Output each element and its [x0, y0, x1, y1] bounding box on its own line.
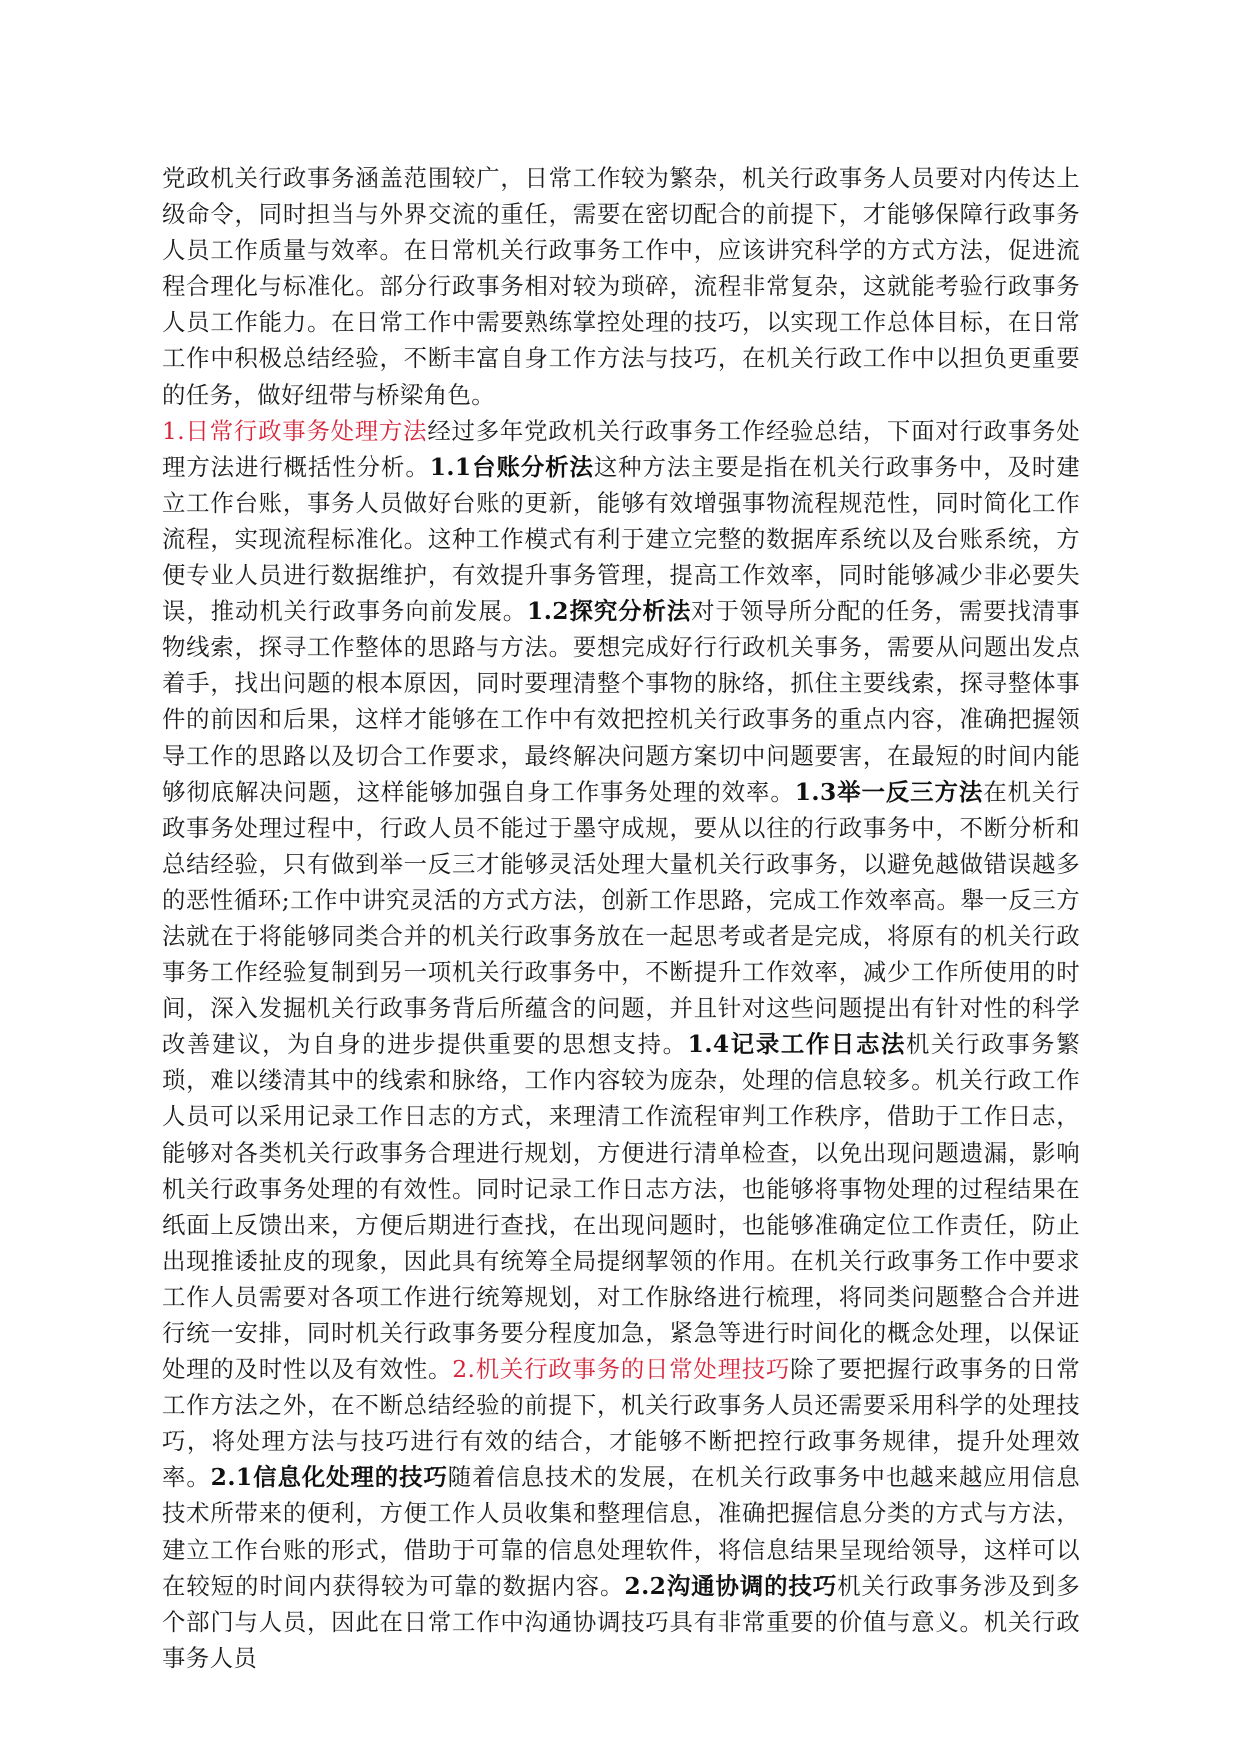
subsection-heading-1-2: 1.2探究分析法	[527, 597, 692, 626]
subsection-heading-1-3: 1.3举一反三方法	[794, 777, 984, 806]
section-text: 机关行政事务涉及到多个部门与人员，因此在日常工作中沟通协调技巧具有非常重要的价值与意义。机关行政事务人员	[162, 1571, 1080, 1672]
section-text: 对于领导所分配的任务，需要找清事物线索，探寻工作整体的思路与方法。要想完成好行行政机关事务，需要从问题出发点着手，找出问题的根本原因，同时要理清整个事物的脉络，抓住主要线索，探寻整体事件的前因和后果，这样才能够在工作中有效把控机关行政事务的重点内容，准确把握领导工作的思路以及切合工作要求，最终解决问题方案切中问题要害，在最短的时间内能够彻底解决问题，这样能够加强自身工作事务处理的效率。	[162, 597, 1080, 806]
subsection-heading-2-2: 2.2沟通协调的技巧	[624, 1571, 838, 1600]
intro-paragraph: 党政机关行政事务涵盖范围较广，日常工作较为繁杂，机关行政事务人员要对内传达上级命令，同时担当与外界交流的重任，需要在密切配合的前提下，才能够保障行政事务人员工作质量与效率。在日常机关行政事务工作中，应该讲究科学的方式方法，促进流程合理化与标准化。部分行政事务相对较为琐碎，流程非常复杂，这就能考验行政事务人员工作能力。在日常工作中需要熟练掌控处理的技巧，以实现工作总体目标，在日常工作中积极总结经验，不断丰富自身工作方法与技巧，在机关行政工作中以担负更重要的任务，做好纽带与桥梁角色。	[162, 164, 1080, 409]
section-text: 随着信息技术的发展，在机关行政事务中也越来越应用信息技术所带来的便利，方便工作人员收集和整理信息，准确把握信息分类的方式与方法，建立工作台账的形式，借助于可靠的信息处理软件，将信息结果呈现给领导，这样可以在较短的时间内获得较为可靠的数据内容。	[162, 1463, 1080, 1600]
section-heading-2: 2.机关行政事务的日常处理技巧	[452, 1355, 791, 1384]
section-text: 机关行政事务繁琐，难以缕清其中的线索和脉络，工作内容较为庞杂，处理的信息较多。机关行政工作人员可以采用记录工作日志的方式，来理清工作流程审判工作秩序，借助于工作日志，能够对各类机关行政事务合理进行规划，方便进行清单检查，以免出现问题遗漏，影响机关行政事务处理的有效性。同时记录工作日志方法，也能够将事物处理的过程结果在纸面上反馈出来，方便后期进行查找，在出现问题时，也能够准确定位工作责任，防止出现推诿扯皮的现象，因此具有统筹全局提纲挈领的作用。在机关行政事务工作中要求工作人员需要对各项工作进行统筹规划，对工作脉络进行梳理，将同类问题整合合并进行统一安排，同时机关行政事务要分程度加急，紧急等进行时间化的概念处理，以保证处理的及时性以及有效性。	[162, 1030, 1080, 1384]
subsection-heading-2-1: 2.1信息化处理的技巧	[210, 1463, 448, 1492]
section-text: 这种方法主要是指在机关行政事务中，及时建立工作台账，事务人员做好台账的更新，能够有效增强事物流程规范性，同时简化工作流程，实现流程标准化。这种工作模式有利于建立完整的数据库系统以及台账系统，方便专业人员进行数据维护，有效提升事务管理，提高工作效率，同时能够减少非必要失误，推动机关行政事务向前发展。	[162, 452, 1080, 626]
document-body	[162, 160, 1080, 1676]
subsection-heading-1-4: 1.4记录工作日志法	[687, 1030, 907, 1059]
section-text: 在机关行政事务处理过程中，行政人员不能过于墨守成规，要从以往的行政事务中，不断分析和总结经验，只有做到举一反三才能够灵活处理大量机关行政事务，以避免越做错误越多的恶性循环;工作中讲究灵活的方式方法，创新工作思路，完成工作效率高。舉一反三方法就在于将能够同类合并的机关行政事务放在一起思考或者是完成，将原有的机关行政事务工作经验复制到另一项机关行政事务中，不断提升工作效率，减少工作所使用的时间，深入发掘机关行政事务背后所蕴含的问题，并且针对这些问题提出有针对性的科学改善建议，为自身的进步提供重要的思想支持。	[162, 777, 1080, 1059]
section-text: 除了要把握行政事务的日常工作方法之外，在不断总结经验的前提下，机关行政事务人员还需要采用科学的处理技巧，将处理方法与技巧进行有效的结合，才能够不断把控行政事务规律，提升处理效率。	[162, 1355, 1080, 1492]
section-heading-1: 1.日常行政事务处理方法	[162, 416, 428, 445]
subsection-heading-1-1: 1.1台账分析法	[429, 452, 594, 481]
section-text: 经过多年党政机关行政事务工作经验总结，下面对行政事务处理方法进行概括性分析。	[162, 416, 1080, 481]
main-paragraph	[162, 413, 1080, 1676]
